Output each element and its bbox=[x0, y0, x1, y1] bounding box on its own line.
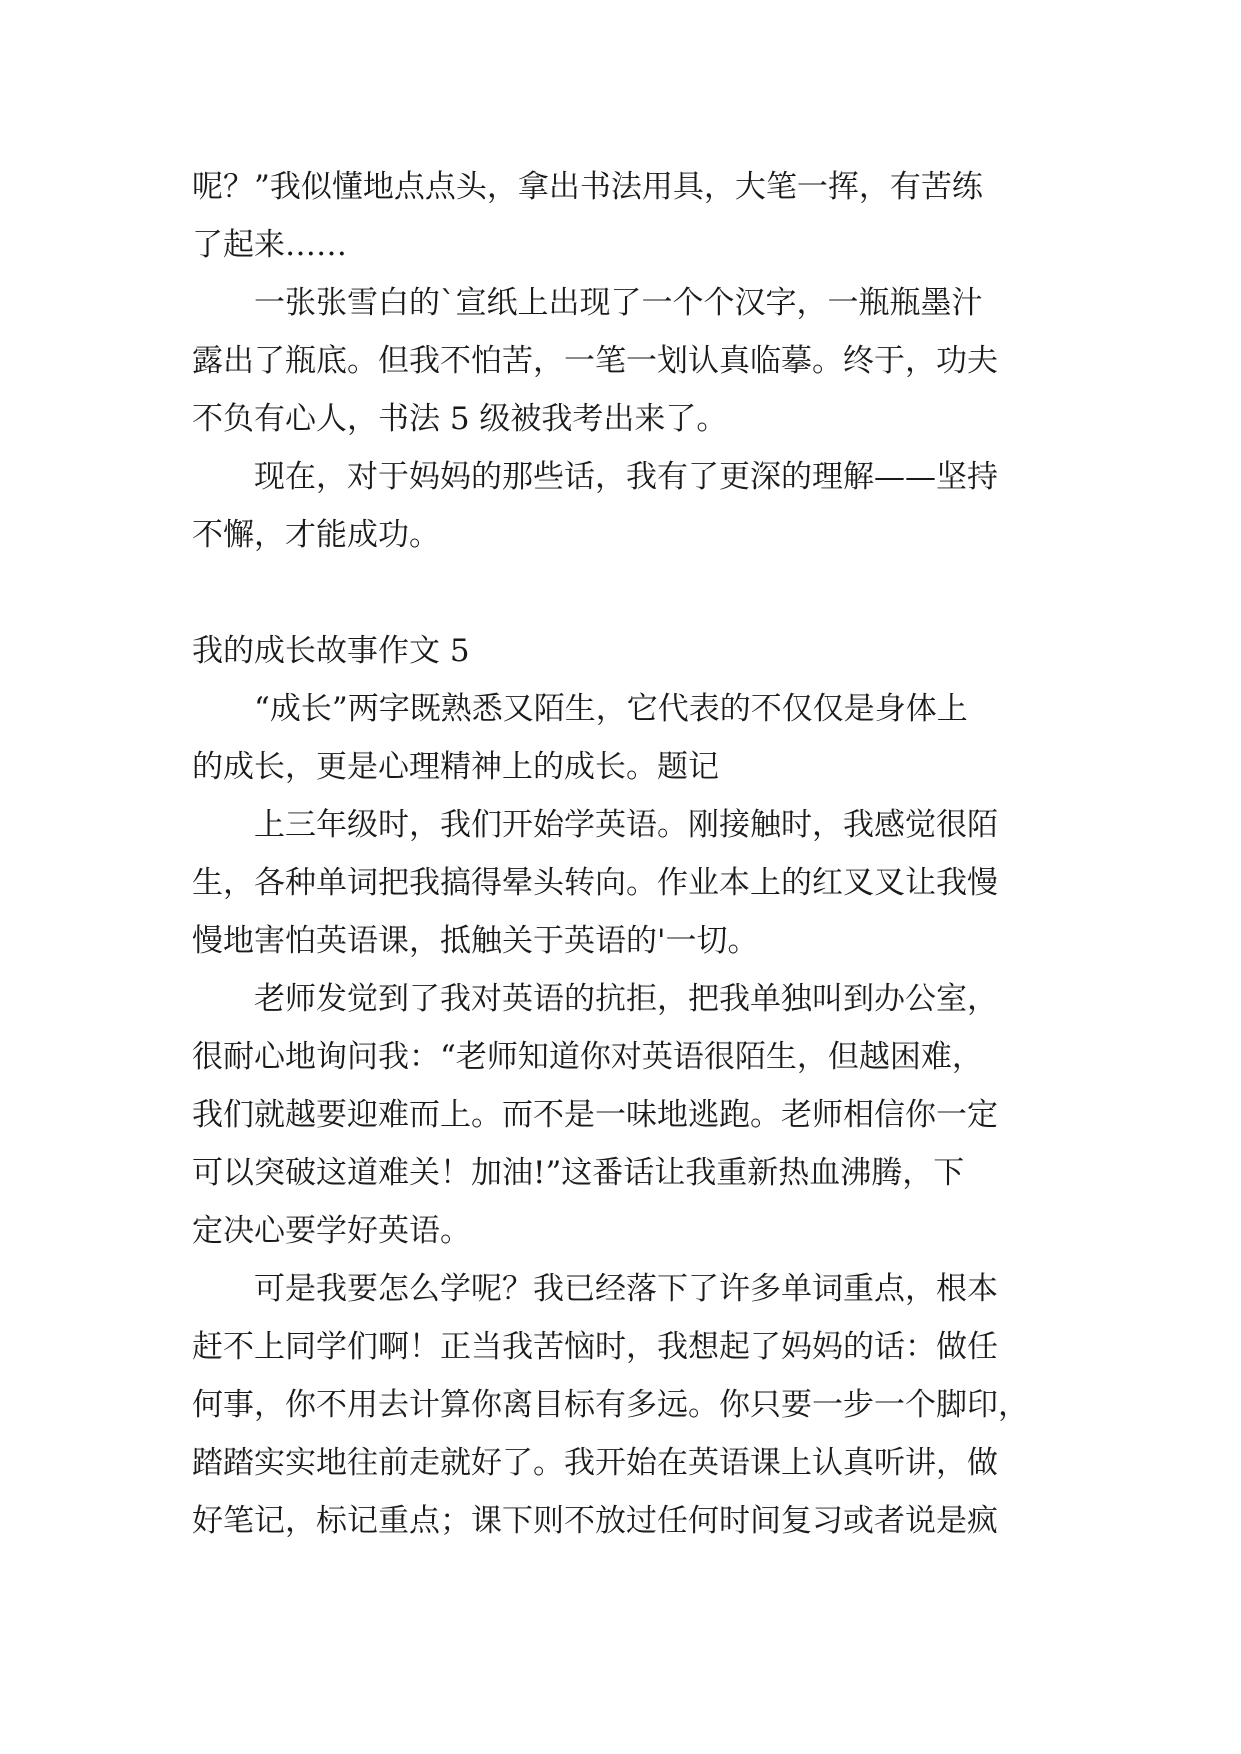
paragraph bbox=[192, 970, 1052, 1260]
text-line: 我们就越要迎难而上。而不是一味地逃跑。老师相信你一定 bbox=[192, 1097, 998, 1133]
paragraph bbox=[192, 1260, 1052, 1550]
text-line: 赶不上同学们啊！正当我苦恼时，我想起了妈妈的话：做任 bbox=[192, 1329, 998, 1365]
paragraph bbox=[192, 448, 1052, 564]
text-line: 呢？”我似懂地点点头，拿出书法用具，大笔一挥，有苦练 bbox=[192, 169, 983, 205]
text-line: 现在，对于妈妈的那些话，我有了更深的理解——坚持 bbox=[254, 459, 998, 495]
text-line: 慢地害怕英语课，抵触关于英语的'一切。 bbox=[192, 923, 759, 959]
paragraph bbox=[192, 274, 1052, 448]
text-line: 老师发觉到了我对英语的抗拒，把我单独叫到办公室， bbox=[254, 981, 998, 1017]
paragraph bbox=[192, 680, 1052, 796]
text-line: 生，各种单词把我搞得晕头转向。作业本上的红叉叉让我慢 bbox=[192, 865, 998, 901]
essay-title: 我的成长故事作文 5 bbox=[192, 633, 470, 669]
text-line: 可以突破这道难关！加油!”这番话让我重新热血沸腾，下 bbox=[192, 1155, 965, 1191]
paragraph bbox=[192, 158, 1052, 274]
text-line: 何事，你不用去计算你离目标有多远。你只要一步一个脚印， bbox=[192, 1387, 1029, 1423]
text-line: 踏踏实实地往前走就好了。我开始在英语课上认真听讲，做 bbox=[192, 1445, 998, 1481]
text-line: 的成长，更是心理精神上的成长。题记 bbox=[192, 749, 719, 785]
text-line: 好笔记，标记重点；课下则不放过任何时间复习或者说是疯 bbox=[192, 1503, 998, 1539]
text-line: 一张张雪白的`宣纸上出现了一个个汉字，一瓶瓶墨汁 bbox=[254, 285, 983, 321]
text-line: 定决心要学好英语。 bbox=[192, 1213, 471, 1249]
text-line: 上三年级时，我们开始学英语。刚接触时，我感觉很陌 bbox=[254, 807, 998, 843]
text-line: 露出了瓶底。但我不怕苦，一笔一划认真临摹。终于，功夫 bbox=[192, 343, 998, 379]
text-column bbox=[192, 158, 1052, 1550]
text-line: 了起来…… bbox=[192, 227, 347, 263]
text-line: 不负有心人，书法 5 级被我考出来了。 bbox=[192, 401, 728, 437]
paragraph bbox=[192, 796, 1052, 970]
section-spacer bbox=[192, 564, 1052, 622]
text-line: “成长”两字既熟悉又陌生，它代表的不仅仅是身体上 bbox=[254, 691, 968, 727]
text-line: 很耐心地询问我：“老师知道你对英语很陌生，但越困难， bbox=[192, 1039, 983, 1075]
text-line: 可是我要怎么学呢？我已经落下了许多单词重点，根本 bbox=[254, 1271, 998, 1307]
text-line: 不懈，才能成功。 bbox=[192, 517, 440, 553]
